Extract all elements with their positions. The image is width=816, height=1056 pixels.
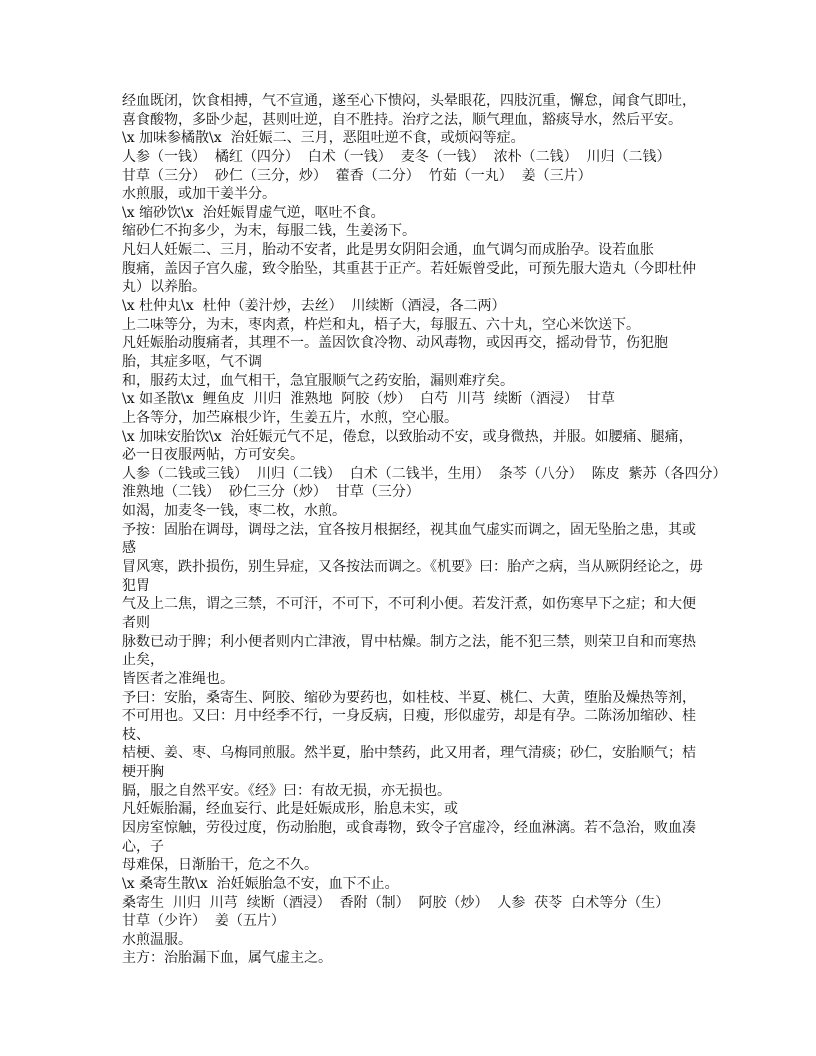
text-line: 水煎温服。 — [122, 931, 192, 948]
formula-heading-line: \x 桑寄生散\x 治妊娠胎急不安，血下不止。 — [122, 875, 399, 892]
formula-heading-line: \x 缩砂饮\x 治妊娠胃虚气逆，呕吐不食。 — [122, 204, 385, 221]
text-line: 凡妊娠胎漏，经血妄行、此是妊娠成形，胎息未实，或 — [122, 801, 458, 818]
text-line: 凡妊娠胎动腹痛者，其理不一。盖因饮食冷物、动风毒物，或因再交，摇动骨节，伤犯胞 — [122, 335, 668, 352]
text-line: 者则 — [122, 614, 150, 631]
ingredients-line: 淮熟地（二钱） 砂仁三分（炒） 甘草（三分） — [122, 484, 420, 501]
text-line: 和，服药太过，血气相干，急宜服顺气之药安胎，漏则难疗矣。 — [122, 372, 514, 389]
text-line: 止矣， — [122, 652, 164, 669]
text-line: 予按：固胎在调母，调母之法，宜各按月根据经，视其血气虚实而调之，固无坠胎之患，其或 — [122, 521, 696, 538]
text-line: 丸）以养胎。 — [122, 279, 206, 296]
formula-heading-line: \x 杜仲丸\x 杜仲（姜汁炒，去丝） 川续断（酒浸，各二两） — [122, 298, 506, 315]
text-line: 予曰：安胎，桑寄生、阿胶、缩砂为要药也，如桂枝、半夏、桃仁、大黄，堕胎及燥热等剂， — [122, 689, 696, 706]
ingredients-line: 人参（一钱） 橘红（四分） 白术（一钱） 麦冬（一钱） 浓朴（二钱） 川归（二钱） — [122, 148, 671, 165]
text-line: 必一日夜服两帖，方可安矣。 — [122, 447, 304, 464]
text-line: 脉数已动于脾；利小便者则内亡津液，胃中枯燥。制方之法，能不犯三禁，则荣卫自和而寒热 — [122, 633, 696, 650]
document-page — [122, 92, 727, 968]
text-line: 因房室惊触，劳役过度，伤动胎胞，或食毒物，致令子宫虚冷，经血淋漓。若不急治，败血凑 — [122, 819, 696, 836]
ingredients-line: 桑寄生 川归 川芎 续断（酒浸） 香附（制） 阿胶（炒） 人参 茯苓 白术等分（生） — [122, 894, 670, 911]
formula-heading-line: \x 加味安胎饮\x 治妊娠元气不足，倦怠，以致胎动不安，或身微热，并服。如腰痛、腿痛， — [122, 428, 693, 445]
text-line: 如渴，加麦冬一钱，枣二枚，水煎。 — [122, 503, 346, 520]
text-line: 不可用也。又曰：月中经季不行，一身反病，日瘦，形似虚劳，却是有孕。二陈汤加缩砂、桂 — [122, 708, 696, 725]
text-line: 膈，服之自然平安。《经》曰：有故无损，亦无损也。 — [122, 782, 451, 799]
text-line: 气及上二焦，谓之三禁，不可汗，不可下，不可利小便。若发汗煮，如伤寒早下之症；和大便 — [122, 596, 696, 613]
text-line: 梗开胸 — [122, 764, 164, 781]
text-line: 缩砂仁不拘多少，为末，每服二钱，生姜汤下。 — [122, 223, 416, 240]
formula-heading-line: \x 如圣散\x 鲤鱼皮 川归 淮熟地 阿胶（炒） 白芍 川芎 续断（酒浸） 甘草 — [122, 391, 615, 408]
text-line: 经血既闭，饮食相搏，气不宣通，遂至心下愦闷，头晕眼花，四肢沉重，懈怠，闻食气即吐， — [122, 93, 696, 109]
text-line: 凡妇人妊娠二、三月，胎动不安者，此是男女阴阳会通，血气调匀而成胎孕。设若血胀 — [122, 242, 654, 259]
text-line: 桔梗、姜、枣、乌梅同煎服。然半夏，胎中禁药，此又用者，理气清痰；砂仁，安胎顺气；桔 — [122, 745, 696, 762]
text-line: 母难保，日渐胎干，危之不久。 — [122, 857, 318, 874]
text-line: 冒风寒，跌扑损伤，别生异症，又各按法而调之。《机要》曰：胎产之病，当从厥阴经论之，毋 — [122, 559, 703, 576]
text-line: 喜食酸物，多卧少起，甚则吐逆，自不胜持。治疗之法，顺气理血，豁痰导水，然后平安。 — [122, 111, 682, 128]
ingredients-line: 人参（二钱或三钱） 川归（二钱） 白术（二钱半，生用） 条芩（八分） 陈皮 紫苏（各四分） — [122, 465, 727, 482]
text-line: 主方：治胎漏下血，属气虚主之。 — [122, 950, 332, 967]
text-line: 心，子 — [122, 838, 164, 855]
text-line: 犯胃 — [122, 577, 150, 594]
ingredients-line: 甘草（少许） 姜（五片） — [122, 913, 285, 930]
ingredients-line: 甘草（三分） 砂仁（三分，炒） 藿香（二分） 竹茹（一丸） 姜（三片） — [122, 167, 592, 184]
text-line: 上各等分，加苎麻根少许，生姜五片，水煎，空心服。 — [122, 409, 458, 426]
text-line: 上二味等分，为末，枣肉煮，杵烂和丸，梧子大，每服五、六十丸，空心米饮送下。 — [122, 316, 640, 333]
text-line: 水煎服，或加干姜半分。 — [122, 186, 276, 203]
text-line: 感 — [122, 540, 136, 557]
text-line: 皆医者之准绳也。 — [122, 670, 234, 687]
formula-heading-line: \x 加味参橘散\x 治妊娠二、三月，恶阻吐逆不食，或烦闷等症。 — [122, 130, 525, 147]
text-line: 胎，其症多呕，气不调 — [122, 353, 262, 370]
text-line: 腹痛，盖因子宫久虚，致令胎坠，其重甚于正产。若妊娠曾受此，可预先服大造丸（今即杜仲 — [122, 260, 696, 277]
text-line: 枝、 — [122, 726, 150, 743]
